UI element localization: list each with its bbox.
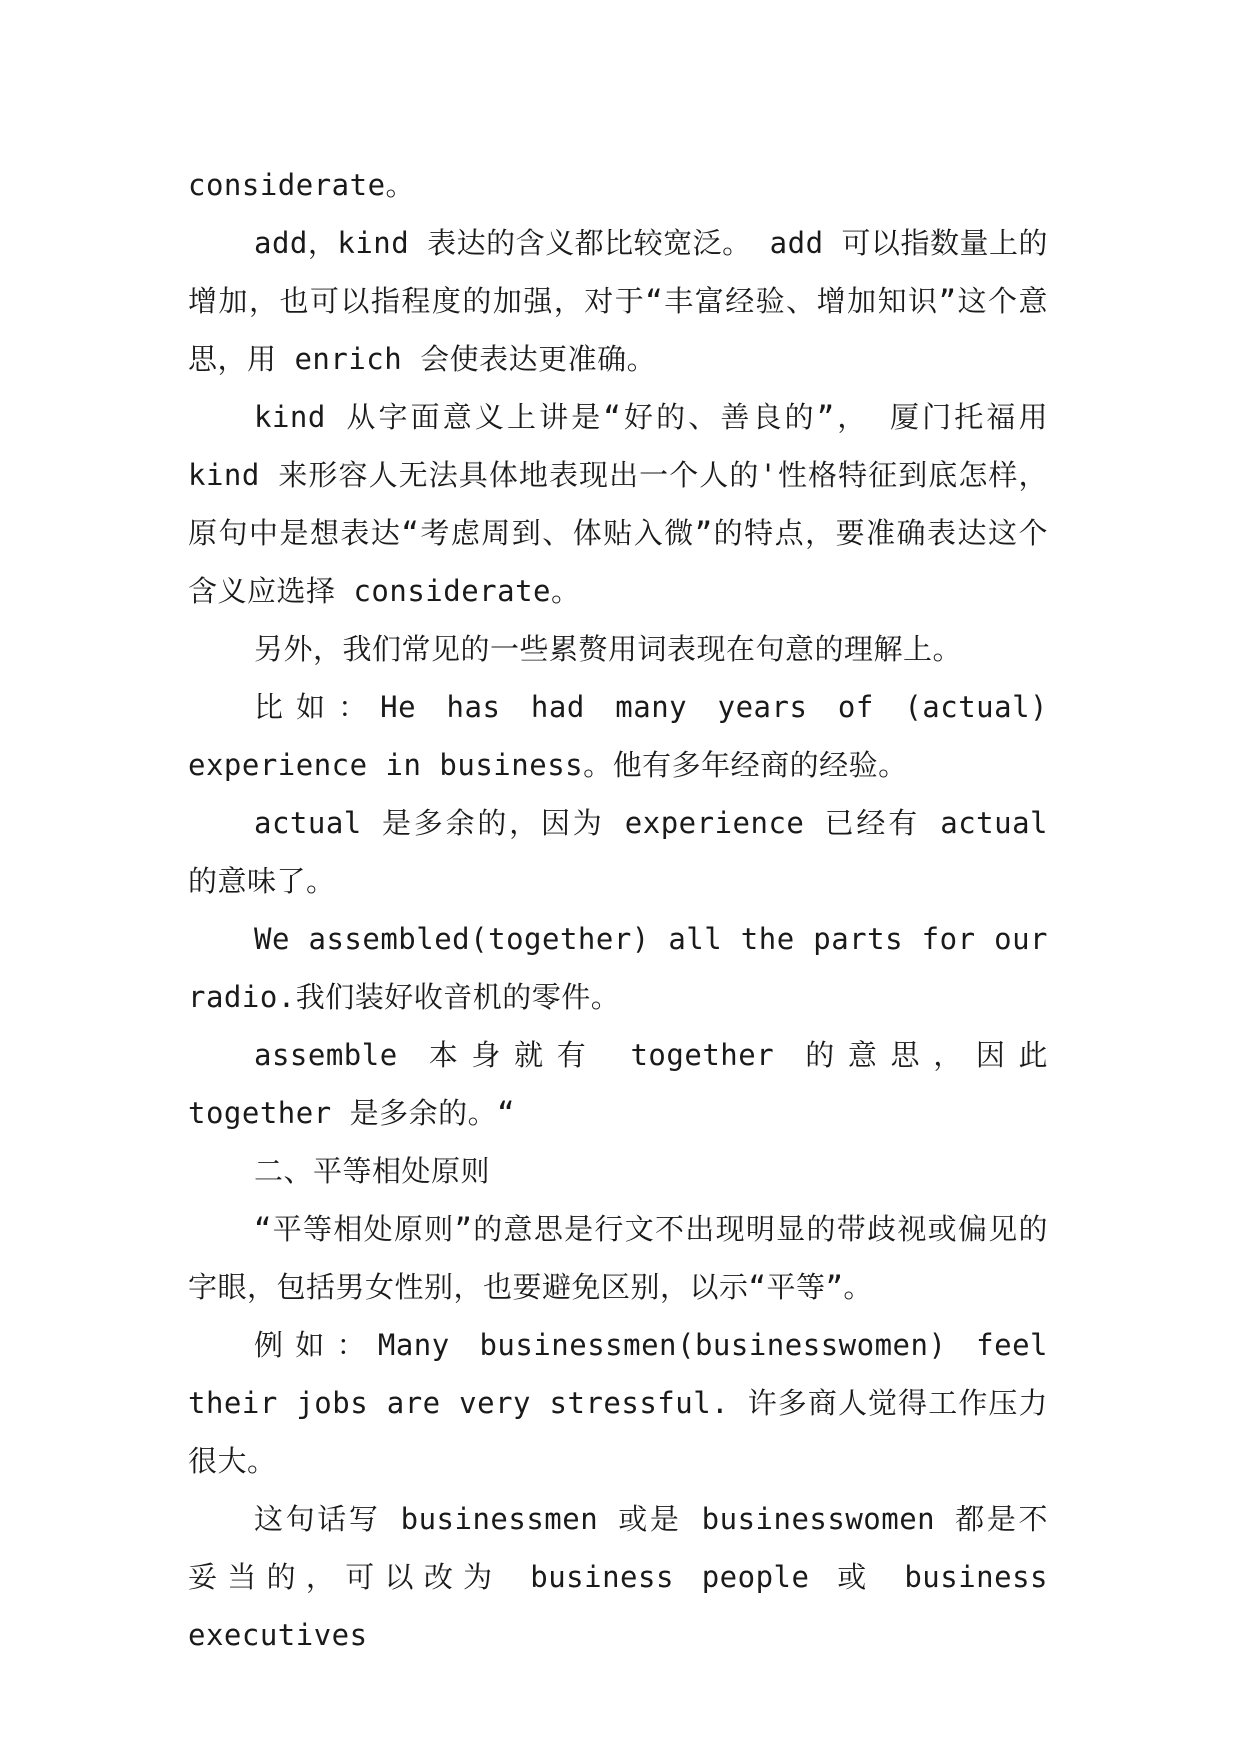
paragraph: actual 是多余的，因为 experience 已经有 actual 的意味了。	[188, 806, 1048, 898]
paragraph: kind 从字面意义上讲是“好的、善良的”， 厦门托福用 kind 来形容人无法具体地表现出一个人的'性格特征到底怎样，原句中是想表达“考虑周到、体贴入微”的特点，要准确表达这个含义应选择 considerate。	[188, 400, 1048, 608]
paragraph: considerate。	[188, 168, 416, 202]
paragraph: “平等相处原则”的意思是行文不出现明显的带歧视或偏见的字眼，包括男女性别，也要避免区别，以示“平等”。	[188, 1212, 1048, 1304]
paragraph: We assembled(together) all the parts for our radio.我们装好收音机的零件。	[188, 922, 1048, 1014]
section-heading: 二、平等相处原则	[254, 1154, 491, 1188]
paragraph: add，kind 表达的含义都比较宽泛。 add 可以指数量上的增加，也可以指程度的加强，对于“丰富经验、增加知识”这个意思，用 enrich 会使表达更准确。	[188, 226, 1048, 376]
paragraph: 比如：He has had many years of (actual) experience in business。他有多年经商的经验。	[188, 690, 1048, 782]
paragraph: 这句话写 businessmen 或是 businesswomen 都是不妥当的，可以改为 business people 或 business executives	[188, 1502, 1048, 1652]
paragraph: assemble 本身就有 together 的意思，因此 together 是多余的。“	[188, 1038, 1048, 1130]
paragraph: 例如：Many businessmen(businesswomen) feel their jobs are very stressful. 许多商人觉得工作压力很大。	[188, 1328, 1048, 1478]
document-body	[188, 156, 1048, 1664]
paragraph: 另外，我们常见的一些累赘用词表现在句意的理解上。	[254, 632, 963, 666]
